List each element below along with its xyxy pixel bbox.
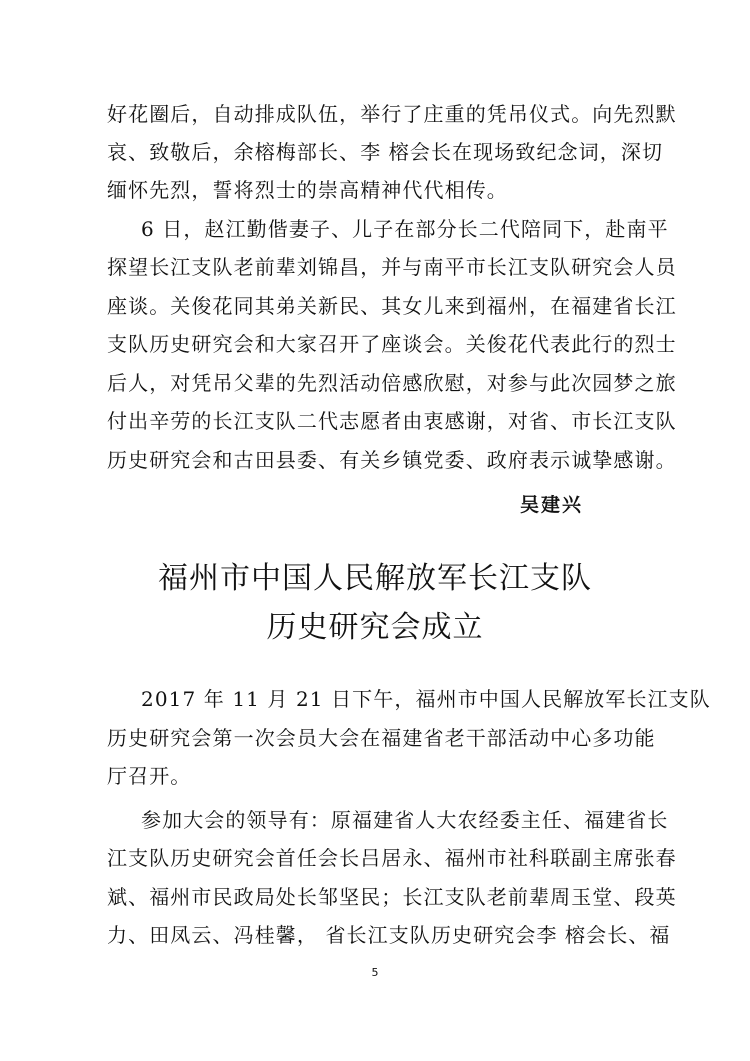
- article2-line-3: 厅召开。: [107, 764, 192, 788]
- article2-line-2: 历史研究会第一次会员大会在福建省老干部活动中心多功能: [107, 726, 656, 750]
- article-title-line-2: 历史研究会成立: [266, 610, 484, 645]
- article2-line-5: 江支队历史研究会首任会长吕居永、福州市社科联副主席张春: [107, 846, 677, 870]
- article1-line-7: 支队历史研究会和大家召开了座谈会。关俊花代表此行的烈士: [107, 332, 677, 356]
- article1-line-9: 付出辛劳的长江支队二代志愿者由衷感谢，对省、市长江支队: [107, 409, 677, 433]
- article2-line-6: 斌、福州市民政局处长邹坚民；长江支队老前辈周玉堂、段英: [107, 885, 677, 909]
- article2-line-7: 力、田凤云、冯桂馨， 省长江支队历史研究会李 榕会长、福: [107, 923, 671, 947]
- page-number: 5: [371, 966, 379, 979]
- article1-line-10: 历史研究会和古田县委、有关乡镇党委、政府表示诚挚感谢。: [107, 448, 677, 472]
- article1-line-2: 哀、致敬后，余榕梅部长、李 榕会长在现场致纪念词，深切: [107, 140, 664, 164]
- article-title-line-1: 福州市中国人民解放军长江支队: [158, 561, 592, 596]
- article2-line-4: 参加大会的领导有：原福建省人大农经委主任、福建省长: [141, 808, 669, 832]
- article1-line-1: 好花圈后，自动排成队伍，举行了庄重的凭吊仪式。向先烈默: [107, 102, 677, 126]
- article1-line-5: 探望长江支队老前辈刘锦昌，并与南平市长江支队研究会人员: [107, 255, 677, 279]
- article1-line-8: 后人，对凭吊父辈的先烈活动倍感欣慰，对参与此次园梦之旅: [107, 371, 677, 395]
- article1-line-3: 缅怀先烈，誓将烈士的崇高精神代代相传。: [107, 178, 508, 202]
- article1-line-6: 座谈。关俊花同其弟关新民、其女儿来到福州，在福建省长江: [107, 294, 677, 318]
- article2-line-1: 2017 年 11 月 21 日下午，福州市中国人民解放军长江支队: [141, 687, 711, 711]
- author-signature: 吴建兴: [520, 494, 584, 516]
- article1-line-4: 6 日，赵江勤偕妻子、儿子在部分长二代陪同下，赴南平: [141, 217, 669, 241]
